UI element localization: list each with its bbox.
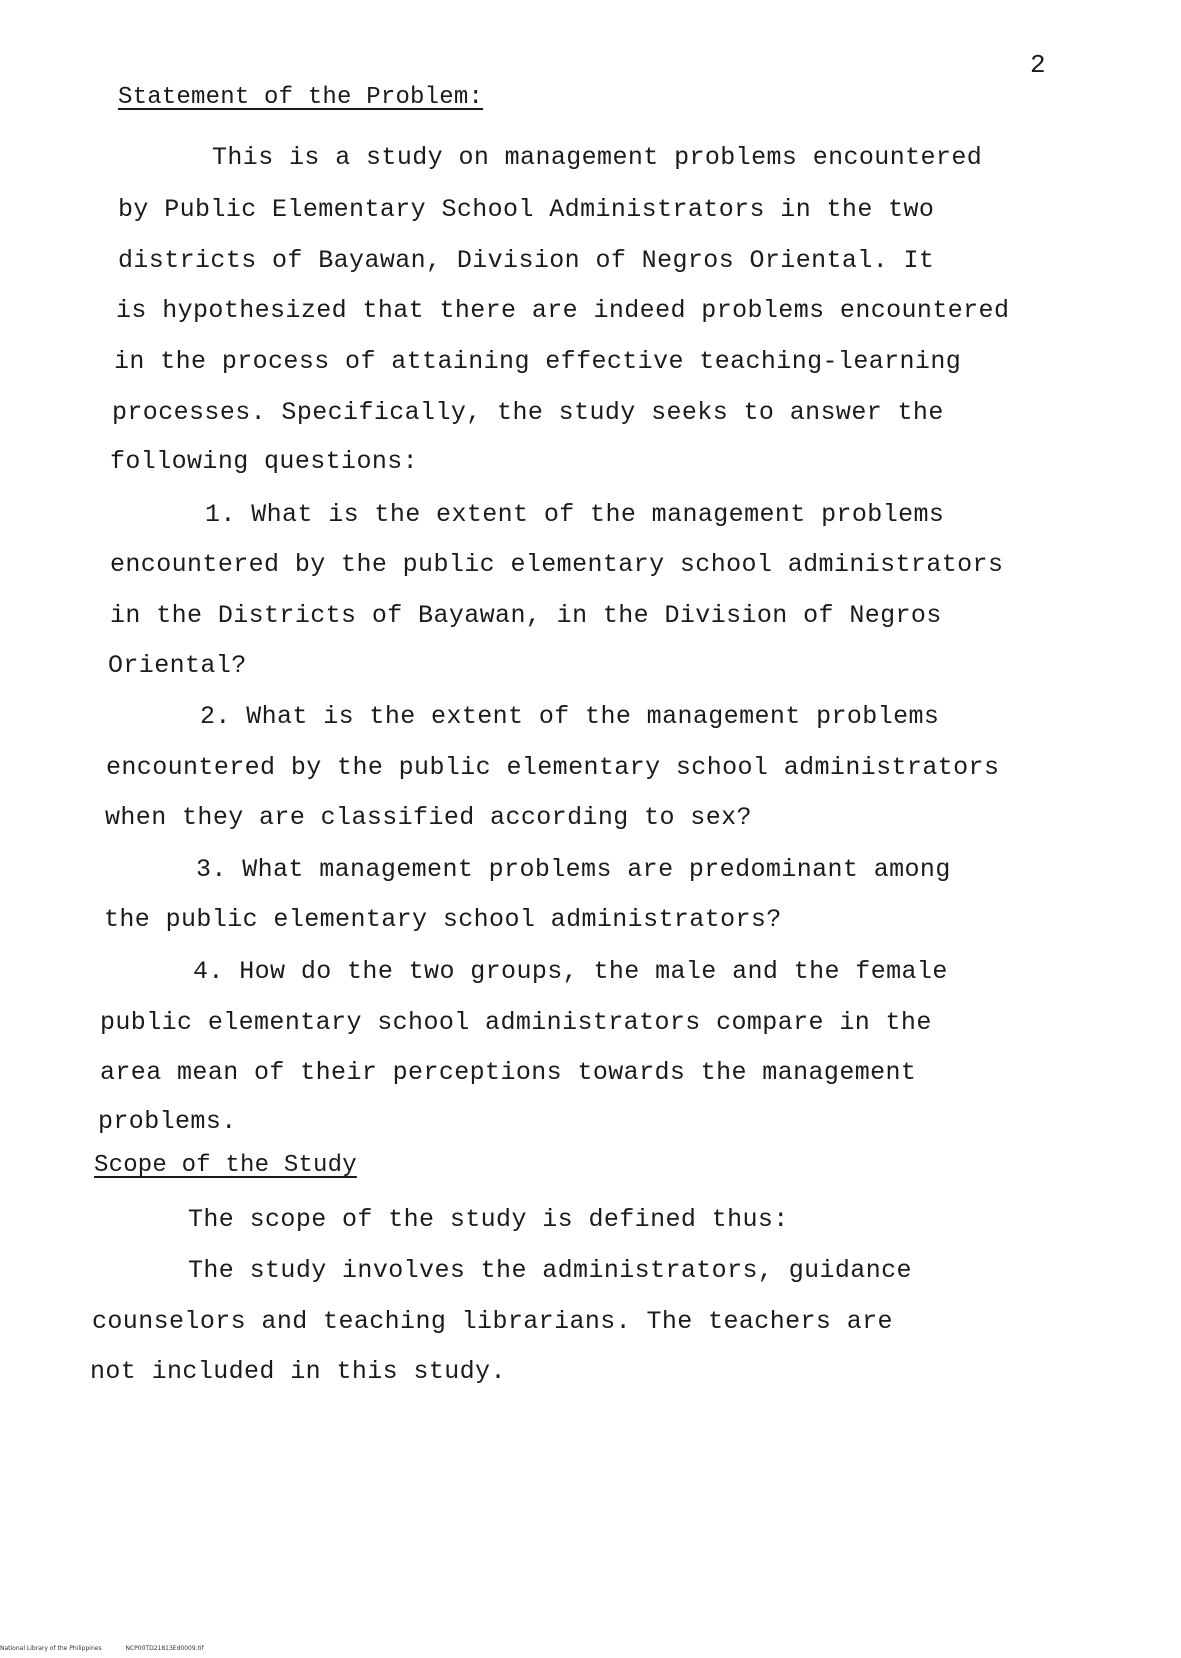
scan-footer xyxy=(0,1645,226,1652)
question-4-line: public elementary school administrators compare in the xyxy=(100,1008,932,1037)
text-line: in the process of attaining effective teaching-learning xyxy=(114,347,962,376)
footer-library: National Library of the Philippines xyxy=(0,1645,102,1652)
question-2-line: encountered by the public elementary school administrators xyxy=(106,753,1000,782)
question-1-line: in the Districts of Bayawan, in the Division of Negros xyxy=(110,601,942,630)
question-3-line: 3. What management problems are predominant among xyxy=(196,855,951,884)
text-line: is hypothesized that there are indeed problems encountered xyxy=(116,296,1010,325)
scope-line: not included in this study. xyxy=(90,1357,506,1386)
text-line: This is a study on management problems encountered xyxy=(212,143,983,172)
scope-line: The study involves the administrators, guidance xyxy=(188,1256,912,1285)
question-1-line: Oriental? xyxy=(108,651,247,680)
scope-heading: Scope of the Study xyxy=(94,1152,357,1179)
scope-line: counselors and teaching librarians. The teachers are xyxy=(92,1307,893,1336)
page-number: 2 xyxy=(1030,50,1046,80)
text-line: following questions: xyxy=(110,447,419,476)
text-line: districts of Bayawan, Division of Negros Oriental. It xyxy=(118,246,935,275)
text-line: by Public Elementary School Administrators in the two xyxy=(118,195,935,224)
question-1-line: 1. What is the extent of the management problems xyxy=(205,500,945,529)
question-4-line: area mean of their perceptions towards the management xyxy=(100,1058,917,1087)
text-line: processes. Specifically, the study seeks to answer the xyxy=(112,398,944,427)
question-1-line: encountered by the public elementary school administrators xyxy=(110,550,1004,579)
question-3-line: the public elementary school administrators? xyxy=(104,905,782,934)
statement-heading: Statement of the Problem: xyxy=(118,84,484,111)
question-2-line: 2. What is the extent of the management problems xyxy=(200,702,940,731)
footer-file-id: NCP00TD21813Ed0009.tif xyxy=(125,1645,204,1652)
question-2-line: when they are classified according to sex? xyxy=(105,803,752,832)
scope-line: The scope of the study is defined thus: xyxy=(188,1205,789,1234)
question-4-line: problems. xyxy=(98,1107,237,1136)
question-4-line: 4. How do the two groups, the male and the female xyxy=(193,957,948,986)
